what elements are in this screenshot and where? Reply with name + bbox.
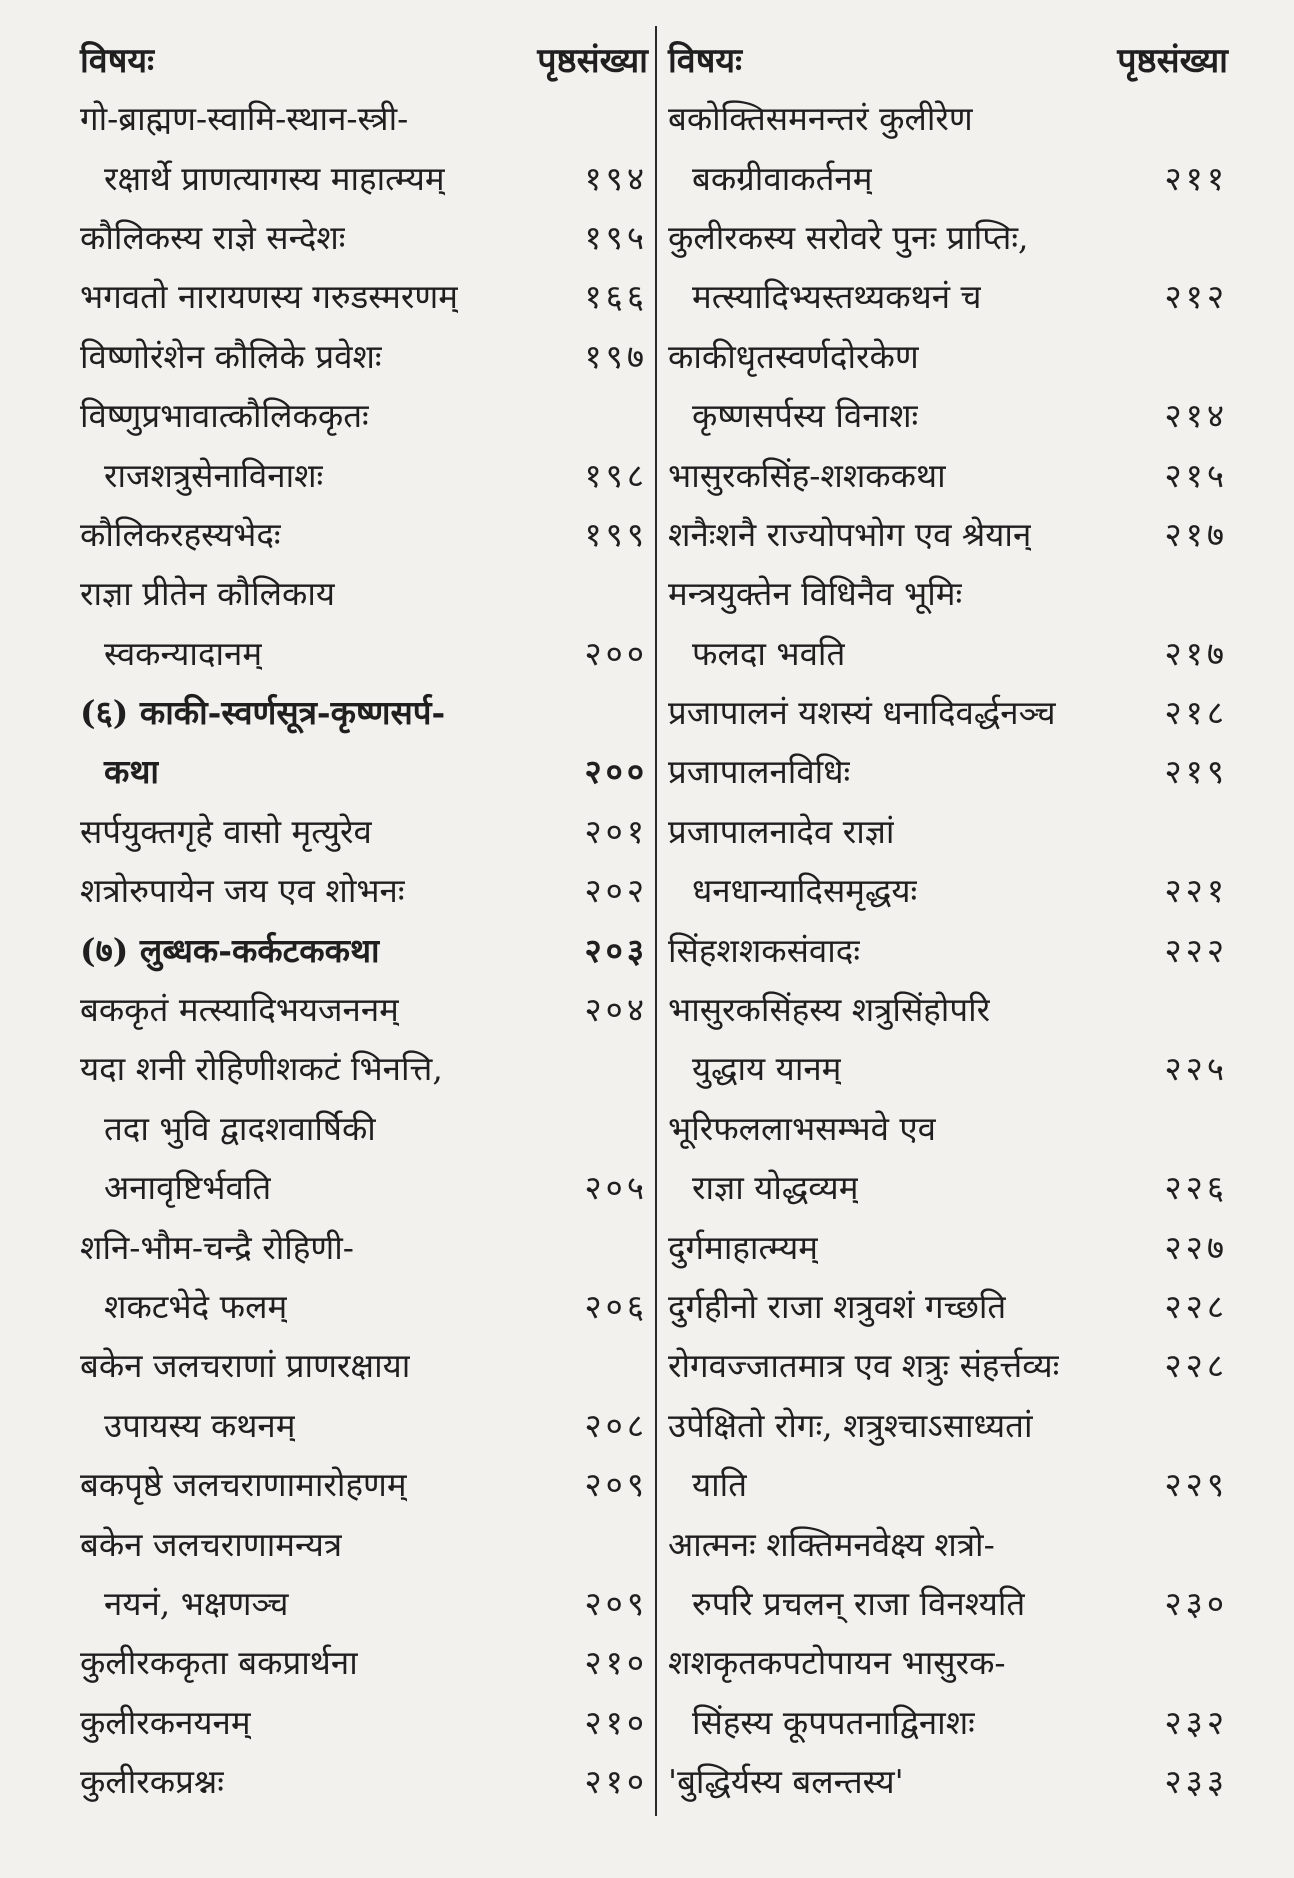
column-divider [655, 26, 657, 1816]
entry-page-number: २२८ [1164, 1346, 1228, 1386]
entry-title: बकेन जलचराणामन्यत्र [80, 1524, 343, 1564]
entry-page-number: २३० [1164, 1583, 1228, 1623]
entry-page-number: २०४ [584, 990, 648, 1030]
index-entry [80, 147, 648, 206]
entry-page-number: २१४ [1164, 396, 1228, 436]
index-entry [668, 266, 1228, 325]
left-entries [80, 88, 648, 1810]
entry-page-number: २२८ [1164, 1287, 1228, 1326]
entry-title: कृष्णसर्पस्य विनाशः [692, 396, 919, 436]
index-entry [668, 1513, 1228, 1572]
page-number-heading: पृष्ठसंख्या [537, 41, 648, 81]
index-entry [80, 1751, 648, 1810]
entry-title: नयनं, भक्षणञ्च [104, 1583, 289, 1623]
entry-page-number: १९८ [584, 455, 648, 495]
right-column [668, 30, 1228, 1810]
index-entry [668, 326, 1228, 385]
entry-title: अनावृष्टिर्भवति [104, 1168, 272, 1208]
entry-title: शनि-भौम-चन्द्रै रोहिणी- [80, 1227, 354, 1267]
entry-title: कुलीरककृता बकप्रार्थना [80, 1643, 358, 1683]
entry-page-number: २१८ [1164, 693, 1228, 733]
entry-page-number: २०० [584, 633, 648, 673]
index-entry [668, 1157, 1228, 1216]
entry-page-number: २०० [584, 752, 648, 792]
index-entry [80, 682, 648, 741]
entry-title: गो-ब्राह्मण-स्वामि-स्थान-स्त्री- [80, 99, 409, 139]
entry-title: विष्णुप्रभावात्कौलिककृतः [80, 396, 369, 436]
index-entry [668, 563, 1228, 622]
entry-title: 'बुद्धिर्यस्य बलन्तस्य' [668, 1762, 904, 1802]
entry-page-number: १६६ [584, 277, 648, 317]
entry-title: रक्षार्थे प्राणत्यागस्य माहात्म्यम् [104, 158, 445, 198]
entry-title: भूरिफललाभसम्भवे एव [668, 1108, 937, 1148]
index-entry [668, 682, 1228, 741]
entry-page-number: २१७ [1164, 633, 1228, 673]
index-entry [668, 1216, 1228, 1275]
entry-title: कुलीरकनयनम् [80, 1702, 251, 1742]
index-entry [668, 1276, 1228, 1335]
entry-title: फलदा भवति [692, 633, 846, 673]
left-column [80, 30, 648, 1810]
entry-title: तदा भुवि द्वादशवार्षिकी [104, 1108, 376, 1148]
index-entry [80, 1157, 648, 1216]
index-entry [80, 1513, 648, 1572]
entry-page-number: २२२ [1164, 930, 1228, 970]
index-entry [80, 504, 648, 563]
entry-page-number: २०६ [584, 1287, 648, 1326]
entry-page-number: २३३ [1164, 1762, 1228, 1802]
left-column-header [80, 30, 648, 88]
entry-page-number: २१५ [1164, 455, 1228, 495]
index-entry [668, 1395, 1228, 1454]
entry-title: राज्ञा प्रीतेन कौलिकाय [80, 574, 336, 614]
entry-title: याति [692, 1465, 748, 1505]
index-entry [80, 1276, 648, 1335]
index-entry [668, 504, 1228, 563]
index-entry [80, 860, 648, 919]
entry-page-number: २२९ [1164, 1465, 1228, 1505]
entry-title: बकपृष्ठे जलचराणामारोहणम् [80, 1465, 407, 1505]
index-entry [668, 1692, 1228, 1751]
entry-title: शकटभेदे फलम् [104, 1287, 288, 1326]
index-entry [668, 1751, 1228, 1810]
entry-title: युद्धाय यानम् [692, 1049, 842, 1089]
entry-title: मन्त्रयुक्तेन विधिनैव भूमिः [668, 574, 963, 614]
entry-page-number: २३२ [1164, 1702, 1228, 1742]
index-entry [668, 623, 1228, 682]
entry-title: रुपरि प्रचलन् राजा विनश्यति [692, 1583, 1026, 1623]
entry-title: भगवतो नारायणस्य गरुडस्मरणम् [80, 277, 458, 317]
entry-page-number: २२५ [1164, 1049, 1228, 1089]
index-entry [668, 919, 1228, 978]
index-entry [668, 801, 1228, 860]
index-entry [668, 385, 1228, 444]
index-entry [668, 1335, 1228, 1394]
entry-page-number: २१० [584, 1702, 648, 1742]
entry-page-number: २१९ [1164, 752, 1228, 792]
entry-title: सिंहस्य कूपपतनाद्विनाशः [692, 1702, 975, 1742]
index-entry [80, 623, 648, 682]
entry-title: कथा [104, 752, 159, 792]
index-entry [80, 1573, 648, 1632]
index-entry [668, 860, 1228, 919]
entry-title: भासुरकसिंहस्य शत्रुसिंहोपरि [668, 990, 991, 1030]
entry-title: प्रजापालनादेव राज्ञां [668, 811, 895, 851]
entry-title: कौलिकस्य राज्ञे सन्देशः [80, 217, 346, 257]
entry-title: कौलिकरहस्यभेदः [80, 514, 281, 554]
entry-title: मत्स्यादिभ्यस्तथ्यकथनं च [692, 277, 982, 317]
page-number-heading: पृष्ठसंख्या [1117, 41, 1228, 81]
subject-heading: विषयः [80, 41, 154, 81]
entry-page-number: २२६ [1164, 1168, 1228, 1208]
entry-title: आत्मनः शक्तिमनवेक्ष्य शत्रो- [668, 1524, 995, 1564]
entry-page-number: २११ [1164, 158, 1228, 198]
entry-page-number: २१० [584, 1643, 648, 1683]
entry-page-number: २१७ [1164, 514, 1228, 554]
index-entry [80, 88, 648, 147]
index-entry [668, 741, 1228, 800]
subject-heading: विषयः [668, 41, 742, 81]
entry-page-number: २२७ [1164, 1227, 1228, 1267]
entry-title: प्रजापालनविधिः [668, 752, 851, 792]
entry-page-number: २०९ [584, 1583, 648, 1623]
entry-title: बकोक्तिसमनन्तरं कुलीरेण [668, 99, 973, 139]
index-entry [80, 563, 648, 622]
index-entry [80, 1335, 648, 1394]
index-entry [80, 919, 648, 978]
index-entry [80, 1454, 648, 1513]
entry-page-number: १९९ [584, 514, 648, 554]
entry-page-number: २०३ [584, 930, 648, 970]
index-entry [80, 1632, 648, 1691]
index-entry [80, 979, 648, 1038]
right-entries [668, 88, 1228, 1810]
entry-page-number: १९४ [584, 158, 648, 198]
entry-title: भासुरकसिंह-शशककथा [668, 455, 946, 495]
index-entry [668, 1454, 1228, 1513]
entry-page-number: १९५ [584, 217, 648, 257]
entry-title: स्वकन्यादानम् [104, 633, 263, 673]
entry-page-number: २१२ [1164, 277, 1228, 317]
entry-title: शत्रोरुपायेन जय एव शोभनः [80, 871, 405, 911]
index-entry [668, 979, 1228, 1038]
entry-title: बकग्रीवाकर्तनम् [692, 158, 873, 198]
index-entry [668, 147, 1228, 206]
entry-title: शनैःशनै राज्योपभोग एव श्रेयान् [668, 514, 1032, 554]
entry-title: सिंहशशकसंवादः [668, 930, 860, 970]
entry-title: धनधान्यादिसमृद्धयः [692, 871, 918, 911]
index-entry [80, 1692, 648, 1751]
index-entry [80, 741, 648, 800]
index-entry [80, 1098, 648, 1157]
entry-page-number: २१० [584, 1762, 648, 1802]
index-entry [80, 385, 648, 444]
entry-page-number: २०८ [584, 1405, 648, 1445]
index-entry [80, 1395, 648, 1454]
entry-title: बककृतं मत्स्यादिभयजननम् [80, 990, 399, 1030]
entry-title: उपायस्य कथनम् [104, 1405, 296, 1445]
entry-title: कुलीरकप्रश्नः [80, 1762, 224, 1802]
entry-title: शशकृतकपटोपायन भासुरक- [668, 1643, 1006, 1683]
entry-title: यदा शनी रोहिणीशकटं भिनत्ति, [80, 1049, 443, 1089]
right-column-header [668, 30, 1228, 88]
entry-title: (७) लुब्धक-कर्कटककथा [80, 930, 380, 970]
entry-page-number: २०९ [584, 1465, 648, 1505]
entry-title: बकेन जलचराणां प्राणरक्षाया [80, 1346, 411, 1386]
entry-title: कुलीरकस्य सरोवरे पुनः प्राप्तिः, [668, 217, 1029, 257]
entry-title: सर्पयुक्तगृहे वासो मृत्युरेव [80, 811, 372, 851]
entry-title: काकीधृतस्वर्णदोरकेण [668, 336, 919, 376]
entry-title: दुर्गहीनो राजा शत्रुवशं गच्छति [668, 1287, 1007, 1326]
index-entry [80, 207, 648, 266]
entry-title: राजशत्रुसेनाविनाशः [104, 455, 324, 495]
index-entry [80, 266, 648, 325]
entry-title: दुर्गमाहात्म्यम् [668, 1227, 818, 1267]
index-entry [80, 326, 648, 385]
entry-page-number: २०५ [584, 1168, 648, 1208]
index-entry [80, 801, 648, 860]
index-entry [80, 1216, 648, 1275]
index-entry [668, 1632, 1228, 1691]
index-entry [668, 1038, 1228, 1097]
entry-title: (६) काकी-स्वर्णसूत्र-कृष्णसर्प- [80, 693, 446, 733]
entry-page-number: १९७ [584, 336, 648, 376]
entry-page-number: २०१ [584, 811, 648, 851]
index-entry [668, 1098, 1228, 1157]
entry-page-number: २२१ [1164, 871, 1228, 911]
index-entry [668, 444, 1228, 503]
index-entry [668, 88, 1228, 147]
entry-title: उपेक्षितो रोगः, शत्रुश्चाऽसाध्यतां [668, 1405, 1033, 1445]
index-entry [80, 444, 648, 503]
entry-title: राज्ञा योद्धव्यम् [692, 1168, 859, 1208]
index-entry [668, 1573, 1228, 1632]
index-entry [80, 1038, 648, 1097]
entry-title: रोगवज्जातमात्र एव शत्रुः संहर्त्तव्यः [668, 1346, 1060, 1386]
entry-title: प्रजापालनं यशस्यं धनादिवर्द्धनञ्च [668, 693, 1056, 733]
entry-title: विष्णोरंशेन कौलिके प्रवेशः [80, 336, 382, 376]
entry-page-number: २०२ [584, 871, 648, 911]
index-entry [668, 207, 1228, 266]
